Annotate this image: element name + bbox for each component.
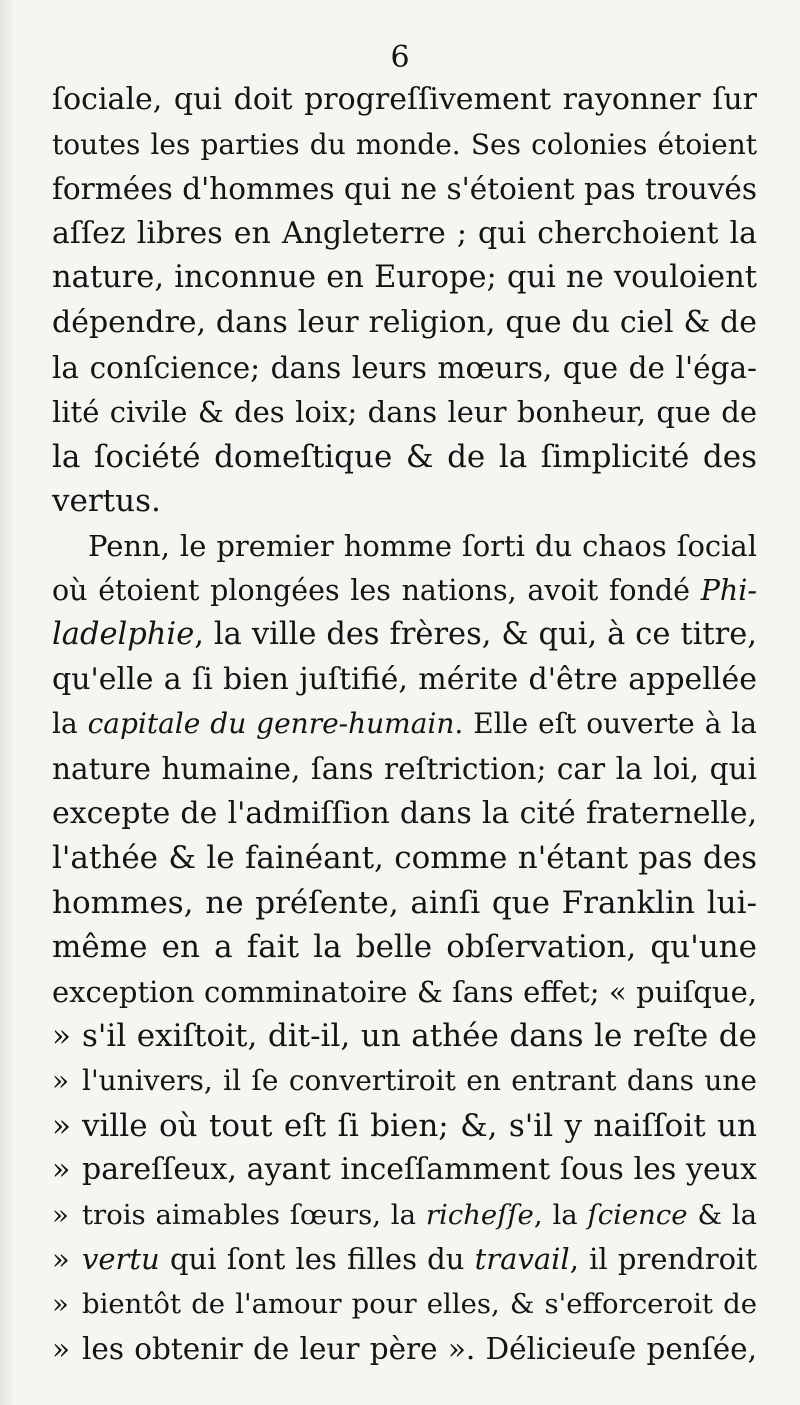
text-line: formées d'hommes qui ne s'étoient pas trouvés (52, 172, 757, 207)
text-line: où étoient plongées les nations, avoit fondé Phi- (52, 573, 757, 607)
text-line: même en a fait la belle obſervation, qu'une (52, 929, 757, 966)
text-line: qu'elle a ſi bien juſtifié, mérite d'être appellée (52, 661, 757, 697)
quote-mark: » (52, 1107, 71, 1144)
quote-mark: » (52, 1018, 71, 1055)
text-line: la conſcience; dans leurs mœurs, que de l'éga- (52, 350, 757, 385)
text-line: aſſez libres en Angleterre ; qui cherchoient la (52, 215, 757, 251)
italic-text: vertu (82, 1242, 160, 1277)
quote-mark: » (52, 1331, 71, 1366)
text-line: excepte de l'admiſſion dans la cité fraternelle, (52, 795, 757, 831)
text-line: toutes les parties du monde. Ses colonies étoient (52, 127, 757, 161)
italic-text: ladelphie (52, 617, 195, 653)
quoted-line: » vertu qui ſont les filles du travail, il prendroit (52, 1237, 757, 1282)
text-line: lité civile & des loix; dans leur bonheur, que de (52, 395, 757, 430)
body-text (52, 78, 757, 1371)
text-line: l'athée & le fainéant, comme n'étant pas des (52, 840, 757, 877)
italic-text: travail (474, 1242, 570, 1277)
quoted-line: » ville où tout eſt ſi bien; &, s'il y naiſſoit un (52, 1104, 757, 1149)
quoted-line: » bientôt de l'amour pour elles, & s'efforceroit de (52, 1282, 757, 1327)
quote-mark: » (52, 1064, 70, 1098)
quoted-line: » l'univers, il ſe convertiroit en entrant dans une (52, 1059, 757, 1104)
quote-mark: » (52, 1152, 71, 1188)
scan-shadow (0, 0, 14, 1405)
quote-mark: » (52, 1242, 70, 1277)
text-line: ſociale, qui doit progreſſivement rayonner ſur (52, 82, 757, 117)
text-line: ladelphie, la ville des frères, & qui, à ce titre, (52, 617, 757, 653)
text-line: la capitale du genre-humain. Elle eſt ouverte à la (52, 707, 757, 741)
italic-text: capitale du genre-humain (87, 707, 455, 741)
quoted-line: » pareſſeux, ayant inceſſamment ſous les yeux (52, 1148, 757, 1193)
italic-text: richeſſe (425, 1198, 534, 1231)
quoted-line: » trois aimables ſœurs, la richeſſe, la ſcience & la (52, 1193, 757, 1238)
text-line: la ſociété domeſtique & de la ſimplicité des (52, 438, 757, 475)
italic-text: Phi- (700, 573, 757, 607)
italic-text: ſcience (587, 1198, 688, 1231)
text-line: nature humaine, ſans reſtriction; car la loi, qui (52, 751, 757, 786)
text-line: exception comminatoire & ſans effet; « puiſque, (52, 974, 757, 1009)
text-line: nature, inconnue en Europe; qui ne vouloient (52, 260, 757, 296)
text-line: dépendre, dans leur religion, que du ciel & de (52, 304, 757, 340)
page-number: 6 (390, 40, 410, 75)
quote-mark: » (52, 1198, 69, 1231)
quoted-line: » les obtenir de leur père ». Délicieuſe penſée, (52, 1327, 757, 1372)
quoted-line: » s'il exiſtoit, dit-il, un athée dans le reſte de (52, 1014, 757, 1059)
text-line: hommes, ne préſente, ainſi que Franklin lui- (52, 884, 757, 921)
text-line: Penn, le premier homme ſorti du chaos ſocial (88, 528, 757, 563)
text-line: vertus. (52, 483, 161, 520)
quote-mark: » (52, 1288, 69, 1321)
